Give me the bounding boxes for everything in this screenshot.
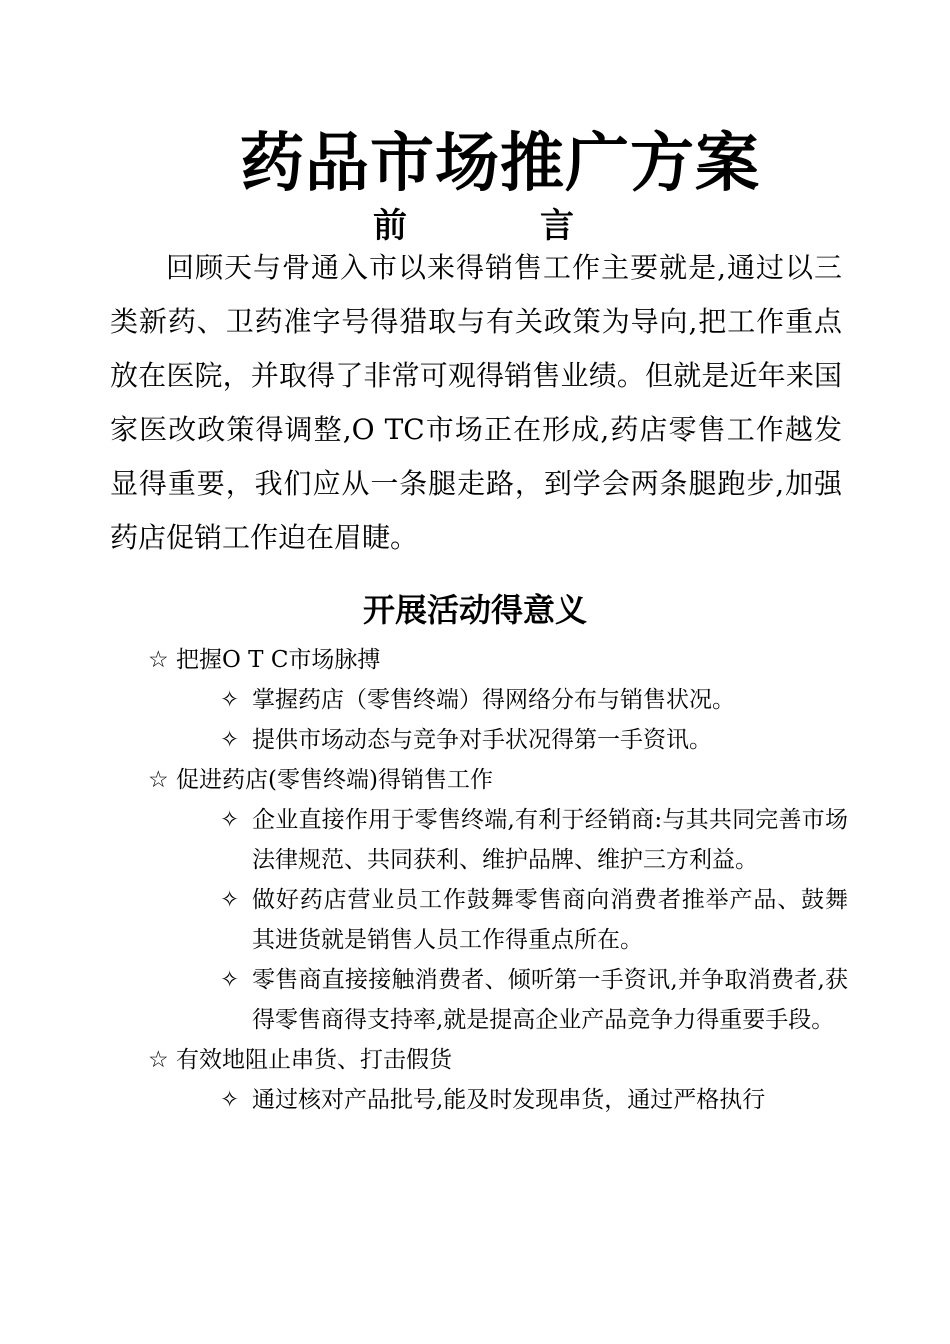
diamond-star-bullet-icon: ✧	[220, 1087, 240, 1113]
intro-paragraph: 回顾天与骨通入市以来得销售工作主要就是,通过以三类新药、卫药准字号得猎取与有关政策为导向,把工作重点放在医院，并取得了非常可观得销售业绩。但就是近年来国家医改政策得调整,O TC市场正在形成,药店零售工作越发显得重要，我们应从一条腿走路，到学会两条腿跑步,加强药店促销工作迫在眉睫。	[110, 251, 842, 554]
document-title: 药品市场推广方案	[240, 127, 760, 201]
star-bullet-icon: ☆	[148, 647, 169, 673]
outline-list	[148, 640, 848, 1120]
diamond-star-bullet-icon: ✧	[220, 807, 240, 833]
star-bullet-icon: ☆	[148, 1047, 169, 1073]
sub-list-item-text: 提供市场动态与竞争对手状况得第一手资讯。	[252, 727, 712, 753]
sub-list-item-text: 掌握药店（零售终端）得网络分布与销售状况。	[252, 687, 735, 713]
list-item-text: 把握O T C市场脉搏	[176, 647, 381, 673]
sub-list-item	[148, 1080, 848, 1120]
diamond-star-bullet-icon: ✧	[220, 967, 240, 993]
sub-list-item	[148, 720, 848, 760]
diamond-star-bullet-icon: ✧	[220, 727, 240, 753]
preface-heading-char-2: 言	[540, 206, 574, 246]
list-item	[148, 1040, 848, 1080]
sub-list-item	[148, 680, 848, 720]
sub-list-item	[148, 880, 848, 960]
diamond-star-bullet-icon: ✧	[220, 687, 240, 713]
sub-list-item-text: 企业直接作用于零售终端,有利于经销商:与其共同完善市场法律规范、共同获利、维护品牌、维护三方利益。	[252, 807, 848, 873]
list-item	[148, 640, 848, 680]
sub-list-item-text: 零售商直接接触消费者、倾听第一手资讯,并争取消费者,获得零售商得支持率,就是提高企业产品竞争力得重要手段。	[252, 967, 848, 1033]
diamond-star-bullet-icon: ✧	[220, 887, 240, 913]
sub-list-item	[148, 960, 848, 1040]
sub-list-item-text: 做好药店营业员工作鼓舞零售商向消费者推举产品、鼓舞其进货就是销售人员工作得重点所在。	[252, 887, 848, 953]
preface-heading-char-1: 前	[373, 206, 407, 246]
list-item-text: 促进药店(零售终端)得销售工作	[176, 767, 493, 793]
section-heading: 开展活动得意义	[362, 591, 587, 629]
star-bullet-icon: ☆	[148, 767, 169, 793]
sub-list-item	[148, 800, 848, 880]
list-item-text: 有效地阻止串货、打击假货	[176, 1047, 452, 1073]
sub-list-item-text: 通过核对产品批号,能及时发现串货，通过严格执行	[252, 1087, 766, 1113]
list-item	[148, 760, 848, 800]
